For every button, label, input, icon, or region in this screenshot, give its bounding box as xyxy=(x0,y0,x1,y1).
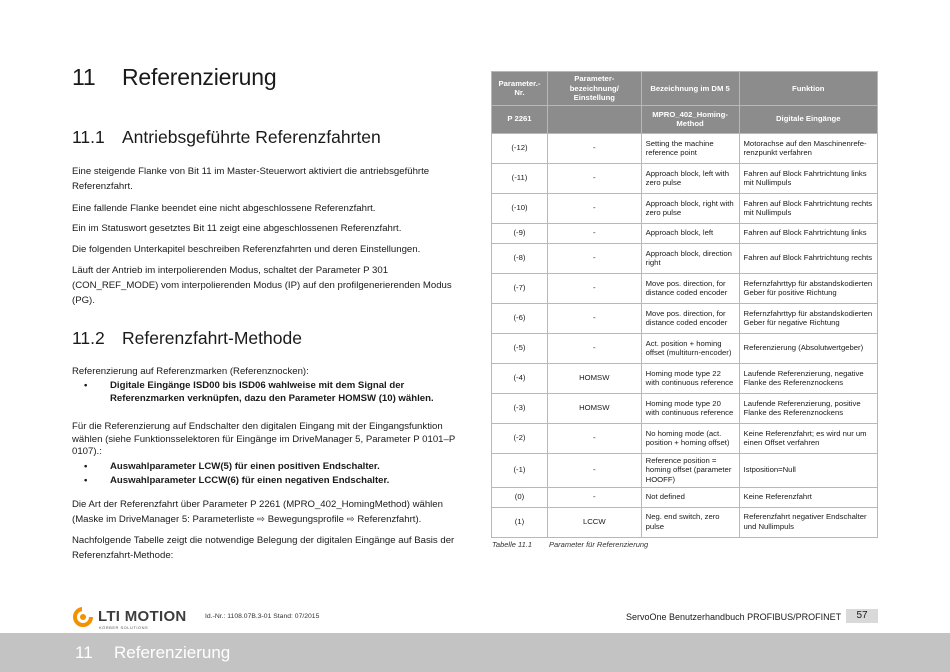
table-cell: Fahren auf Block Fahrtrichtung links mit Nullimpuls xyxy=(739,163,877,193)
table-cell: - xyxy=(547,133,641,163)
table-cell: (-5) xyxy=(492,333,548,363)
table-row xyxy=(492,193,878,223)
table-cell: (1) xyxy=(492,507,548,537)
section-heading-11-2 xyxy=(72,328,302,349)
table-cell: Approach block, direction right xyxy=(641,243,739,273)
section-heading-11-1 xyxy=(72,127,381,148)
table-row xyxy=(492,393,878,423)
table-cell: Homing mode type 20 with continuous reference xyxy=(641,393,739,423)
table-cell: Keine Referenzfahrt; es wird nur um einen Offset verfahren xyxy=(739,423,877,453)
logo-icon xyxy=(73,607,93,627)
table-cell: (-8) xyxy=(492,243,548,273)
table-row xyxy=(492,273,878,303)
table-cell: Fahren auf Block Fahrtrichtung rechts mit Nullimpuls xyxy=(739,193,877,223)
table-cell: HOMSW xyxy=(547,393,641,423)
caption-label: Tabelle 11.1 xyxy=(492,540,533,549)
paragraph: Läuft der Antrieb im interpolierenden Modus, schaltet der Parameter P 301 (CON_REF_MODE) vom interpolierenden Modus (IP) auf den profilgenerierenden Modus (PG). xyxy=(72,265,452,306)
section-number: 11.1 xyxy=(72,127,105,147)
section-title: Antriebsgeführte Referenzfahrten xyxy=(122,127,381,147)
table-cell: (0) xyxy=(492,487,548,507)
table-row xyxy=(492,507,878,537)
subheader-cell: MPRO_402_Homing-Method xyxy=(641,105,739,133)
table-cell: Approach block, right with zero pulse xyxy=(641,193,739,223)
table-cell: (-3) xyxy=(492,393,548,423)
column-header: Parameter.-Nr. xyxy=(492,72,548,106)
paragraph: Ein im Statuswort gesetztes Bit 11 zeigt eine abgeschlossenen Referenzfahrt. xyxy=(72,223,402,234)
table-cell: Approach block, left with zero pulse xyxy=(641,163,739,193)
logo-name: LTI MOTION xyxy=(98,608,187,625)
table-cell: Not defined xyxy=(641,487,739,507)
table-cell: - xyxy=(547,273,641,303)
table-cell: Approach block, left xyxy=(641,223,739,243)
bullet-text: • Digitale Eingänge ISD00 bis ISD06 wahlweise mit dem Signal der Referenzmarken verknüpfen, dazu den Parameter HOMSW (10) wählen. xyxy=(110,380,434,404)
table-cell: - xyxy=(547,487,641,507)
bullet-text: • Auswahlparameter LCW(5) für einen positiven Endschalter. xyxy=(110,461,380,472)
table-cell: - xyxy=(547,243,641,273)
band-chapter-number: 11 xyxy=(75,643,93,662)
document-id: Id.-Nr.: 1108.07B.3-01 Stand: 07/2015 xyxy=(205,613,320,620)
table-cell: Setting the machine reference point xyxy=(641,133,739,163)
table-cell: - xyxy=(547,453,641,487)
table-row xyxy=(492,133,878,163)
paragraph: Für die Referenzierung auf Endschalter den digitalen Eingang mit der Eingangsfunktion wählen (siehe Funktionsselektoren für Eingänge im DriveManager 5, Parameter P 0101–P 0107).: xyxy=(72,421,456,457)
table-cell: Referenzierung (Absolutwertgeber) xyxy=(739,333,877,363)
table-cell: Move pos. direction, for distance coded encoder xyxy=(641,273,739,303)
table-cell: Refernzfahrttyp für abstandskodierten Geber für negative Richtung xyxy=(739,303,877,333)
table-cell: Neg. end switch, zero pulse xyxy=(641,507,739,537)
band-chapter-title: Referenzierung xyxy=(114,643,231,662)
column-header: Funktion xyxy=(739,72,877,106)
table-cell: Laufende Referenzierung, positive Flanke des Referenznockens xyxy=(739,393,877,423)
table-cell: - xyxy=(547,163,641,193)
paragraph: Referenzierung auf Referenzmarken (Referenznocken): xyxy=(72,366,309,377)
table-cell: Reference position = homing offset (parameter HOOFF) xyxy=(641,453,739,487)
table-cell: Act. position + homing offset (multiturn-encoder) xyxy=(641,333,739,363)
table-cell: (-7) xyxy=(492,273,548,303)
table-cell: LCCW xyxy=(547,507,641,537)
table-cell: Fahren auf Block Fahrtrichtung rechts xyxy=(739,243,877,273)
table-cell: (-12) xyxy=(492,133,548,163)
table-cell: - xyxy=(547,303,641,333)
bullet-item xyxy=(88,380,458,405)
bullet-item xyxy=(88,475,458,488)
paragraph: Die folgenden Unterkapitel beschreiben Referenzfahrten und deren Einstellungen. xyxy=(72,244,421,255)
subheader-cell xyxy=(547,105,641,133)
table-cell: - xyxy=(547,223,641,243)
table-cell: Referenzfahrt negativer Endschalter und Nullimpuls xyxy=(739,507,877,537)
bullet-item xyxy=(88,461,458,474)
table-cell: HOMSW xyxy=(547,363,641,393)
table-row xyxy=(492,363,878,393)
table-cell: - xyxy=(547,333,641,363)
paragraph: Eine fallende Flanke beendet eine nicht abgeschlossene Referenzfahrt. xyxy=(72,203,376,214)
table-cell: (-1) xyxy=(492,453,548,487)
paragraph: Die Art der Referenzfahrt über Parameter P 2261 (MPRO_402_HomingMethod) wählen (Maske im DriveManager 5: Parameterliste ⇨ Bewegungsprofile ⇨ Referenzfahrt). xyxy=(72,499,443,525)
table-row xyxy=(492,223,878,243)
table-cell: - xyxy=(547,193,641,223)
chapter-title: Referenzierung xyxy=(122,64,277,90)
caption-text: Parameter für Referenzierung xyxy=(549,540,649,549)
table-cell: (-9) xyxy=(492,223,548,243)
table-cell: Refernzfahrttyp für abstandskodierten Geber für positive Richtung xyxy=(739,273,877,303)
homing-parameter-table xyxy=(491,71,878,538)
table-row xyxy=(492,423,878,453)
table-cell: No homing mode (act. position + homing offset) xyxy=(641,423,739,453)
table-cell: Istposition=Null xyxy=(739,453,877,487)
chapter-number: 11 xyxy=(72,64,96,90)
table-cell: Fahren auf Block Fahrtrichtung links xyxy=(739,223,877,243)
table-row xyxy=(492,163,878,193)
footer-title: ServoOne Benutzerhandbuch PROFIBUS/PROFINET xyxy=(626,612,842,622)
bullet-text: • Auswahlparameter LCCW(6) für einen negativen Endschalter. xyxy=(110,475,390,486)
table-cell: (-4) xyxy=(492,363,548,393)
table-cell: Keine Referenzfahrt xyxy=(739,487,877,507)
chapter-footer-band xyxy=(0,633,950,672)
table-cell: Laufende Referenzierung, negative Flanke des Referenznockens xyxy=(739,363,877,393)
paragraph: Eine steigende Flanke von Bit 11 im Master-Steuerwort aktiviert die antriebsgeführte Referenzfahrt. xyxy=(72,166,430,192)
section-title: Referenzfahrt-Methode xyxy=(122,328,302,348)
paragraph: Nachfolgende Tabelle zeigt die notwendige Belegung der digitalen Eingänge auf Basis der Referenzfahrt-Methode: xyxy=(72,535,455,561)
page-number: 57 xyxy=(846,609,878,623)
logo-subtitle: KÖRBER SOLUTIONS xyxy=(99,625,149,630)
table-row xyxy=(492,333,878,363)
table-cell: Move pos. direction, for distance coded encoder xyxy=(641,303,739,333)
table-cell: Homing mode type 22 with continuous reference xyxy=(641,363,739,393)
subheader-cell: P 2261 xyxy=(492,105,548,133)
table-cell: - xyxy=(547,423,641,453)
table-cell: (-2) xyxy=(492,423,548,453)
column-header: Bezeichnung im DM 5 xyxy=(641,72,739,106)
table-caption xyxy=(492,540,648,549)
table-cell: Motorachse auf den Maschinenrefe-renzpunkt verfahren xyxy=(739,133,877,163)
chapter-heading xyxy=(72,64,276,91)
column-header: Parameter-bezeichnung/ Einstellung xyxy=(547,72,641,106)
table-row xyxy=(492,453,878,487)
table-row xyxy=(492,487,878,507)
subheader-cell: Digitale Eingänge xyxy=(739,105,877,133)
table-row xyxy=(492,243,878,273)
table-cell: (-6) xyxy=(492,303,548,333)
table-row xyxy=(492,303,878,333)
table-cell: (-10) xyxy=(492,193,548,223)
table-cell: (-11) xyxy=(492,163,548,193)
section-number: 11.2 xyxy=(72,328,105,348)
